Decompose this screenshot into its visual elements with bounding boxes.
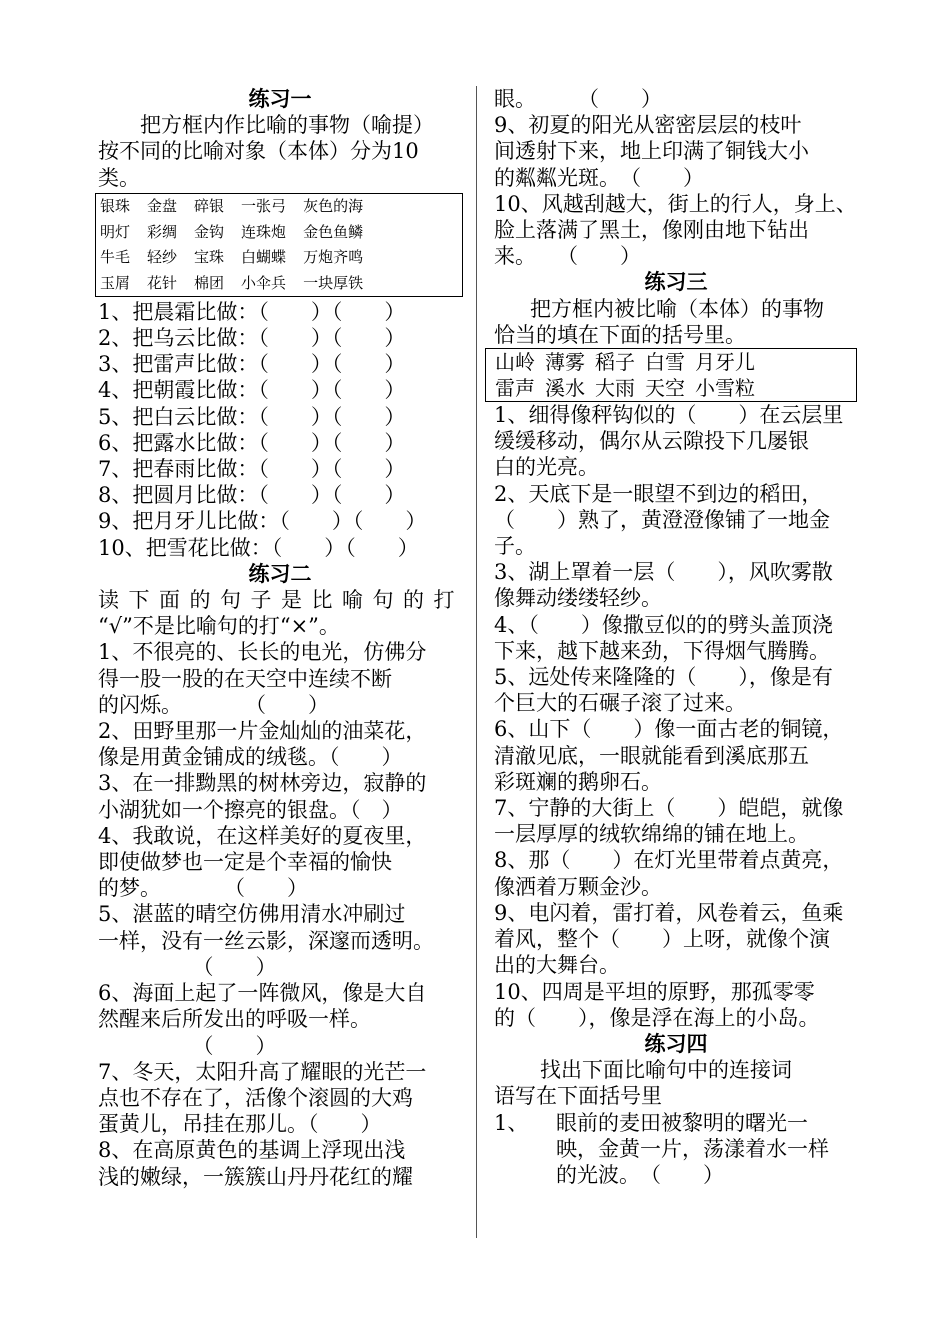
exercise-3-line: 子。 xyxy=(494,534,536,559)
word: 大雨 xyxy=(595,376,635,401)
right-column xyxy=(494,86,858,1188)
left-column xyxy=(98,86,462,1190)
tenor-word-box xyxy=(485,348,857,402)
exercise-1-item: 5、把白云比做：（ ）（ ） xyxy=(98,404,406,429)
word: 银珠 xyxy=(100,197,131,216)
exercise-3-line: 的（ ），像是浮在海上的小岛。 xyxy=(494,1005,820,1030)
exercise-1-intro-line: 按不同的比喻对象（本体）分为10 xyxy=(98,139,419,164)
word: 薄雾 xyxy=(545,350,585,375)
word-box-row xyxy=(100,270,462,296)
exercise-2-line: 的粼粼光斑。 （ ） xyxy=(494,165,704,190)
column-divider xyxy=(476,86,477,1238)
word: 万炮齐鸣 xyxy=(303,248,364,267)
word-box-row xyxy=(100,245,462,271)
exercise-1-item: 7、把春雨比做：（ ）（ ） xyxy=(98,457,406,482)
exercise-1-item: 9、把月牙儿比做：（ ）（ ） xyxy=(98,509,427,534)
exercise-1-item: 1、把晨霜比做：（ ）（ ） xyxy=(98,299,406,324)
word: 天空 xyxy=(645,376,685,401)
exercise-2-line: 一样，没有一丝云影，深邃而透明。 xyxy=(98,928,434,953)
word: 稻子 xyxy=(595,350,635,375)
exercise-1-intro-line: 把方框内作比喻的事物（喻提） xyxy=(140,113,434,138)
exercise-1-intro-line: 类。 xyxy=(98,165,140,190)
word: 金色鱼鳞 xyxy=(303,222,364,241)
exercise-3-line: 9、电闪着，雷打着，风卷着云，鱼乘 xyxy=(494,900,844,925)
exercise-1-title: 练习一 xyxy=(248,87,312,111)
exercise-2-intro-text: 读下面的句子是比喻句的打 xyxy=(98,588,464,613)
exercise-1-item: 8、把圆月比做：（ ）（ ） xyxy=(98,483,406,508)
exercise-1-item: 10、把雪花比做：（ ）（ ） xyxy=(98,535,419,560)
exercise-2-line: 7、冬天，太阳升高了耀眼的光芒一 xyxy=(98,1059,427,1084)
exercise-2-line: 蛋黄儿，吊挂在那儿。（ ） xyxy=(98,1112,382,1137)
exercise-3-line: 5、远处传来隆隆的（ ），像是有 xyxy=(494,665,833,690)
exercise-2-line: 然醒来后所发出的呼吸一样。 xyxy=(98,1007,371,1032)
exercise-2-line: 小湖犹如一个擦亮的银盘。（ ） xyxy=(98,797,403,822)
exercise-4-item-line: 映，金黄一片，荡漾着水一样 xyxy=(556,1136,829,1161)
exercise-2-intro-line xyxy=(98,587,462,613)
exercise-3-line: 10、四周是平坦的原野，那孤零零 xyxy=(494,979,815,1004)
word: 牛毛 xyxy=(100,248,131,267)
exercise-2-intro-line: “√”不是比喻句的打“×”。 xyxy=(98,614,340,639)
word: 白蝴蝶 xyxy=(241,248,287,267)
word: 花针 xyxy=(147,273,178,292)
word: 彩绸 xyxy=(147,222,178,241)
exercise-2-line: 来。 （ ） xyxy=(494,244,641,269)
exercise-3-line: 清澈见底，一眼就能看到溪底那五 xyxy=(494,743,809,768)
exercise-2-line: 的闪烁。 （ ） xyxy=(98,692,329,717)
exercise-3-line: 个巨大的石碾子滚了过来。 xyxy=(494,691,746,716)
exercise-4-item xyxy=(494,1110,858,1189)
word-box-row xyxy=(495,375,856,401)
exercise-2-line: 的梦。 （ ） xyxy=(98,876,308,901)
exercise-2-line: 像是用黄金铺成的绒毯。（ ） xyxy=(98,745,403,770)
exercise-2-line: 得一股一股的在天空中连续不断 xyxy=(98,666,392,691)
word: 玉屑 xyxy=(100,273,131,292)
word: 金钩 xyxy=(194,222,225,241)
word: 溪水 xyxy=(545,376,585,401)
exercise-3-line: 8、那（ ）在灯光里带着点黄亮， xyxy=(494,848,844,873)
exercise-4-item-number: 1、 xyxy=(494,1110,529,1135)
exercise-4-intro-line: 语写在下面括号里 xyxy=(494,1084,662,1109)
exercise-4-intro-line: 找出下面比喻句中的连接词 xyxy=(540,1058,792,1083)
word: 金盘 xyxy=(147,197,178,216)
exercise-2-line: （ ） xyxy=(98,1033,277,1058)
word: 小雪粒 xyxy=(695,376,755,401)
exercise-2-line: 5、湛蓝的晴空仿佛用清水冲刷过 xyxy=(98,902,406,927)
exercise-2-line: 8、在高原黄色的基调上浮现出浅 xyxy=(98,1138,406,1163)
word: 雷声 xyxy=(495,376,535,401)
exercise-3-line: 像舞动缕缕轻纱。 xyxy=(494,586,662,611)
word: 轻纱 xyxy=(147,248,178,267)
vehicle-word-box xyxy=(95,193,463,297)
exercise-4-item-line: 眼前的麦田被黎明的曙光一 xyxy=(556,1110,808,1135)
exercise-2-line: 即使做梦也一定是个幸福的愉快 xyxy=(98,850,392,875)
exercise-4-item-line: 的光波。 （ ） xyxy=(556,1162,724,1187)
exercise-3-title: 练习三 xyxy=(644,270,708,295)
exercise-3-line: 7、宁静的大街上（ ）皑皑，就像 xyxy=(494,796,844,821)
exercise-2-line: 1、不很亮的、长长的电光，仿佛分 xyxy=(98,640,427,665)
exercise-3-line: 1、细得像秤钩似的（ ）在云层里 xyxy=(494,403,844,428)
exercise-3-line: 一层厚厚的绒软绵绵的铺在地上。 xyxy=(494,822,809,847)
exercise-2-line: 4、我敢说，在这样美好的夏夜里， xyxy=(98,823,427,848)
word: 一张弓 xyxy=(241,197,287,216)
exercise-2-line: 眼。 （ ） xyxy=(494,87,662,111)
word: 明灯 xyxy=(100,222,131,241)
exercise-2-line: 3、在一排黝黑的树林旁边，寂静的 xyxy=(98,771,427,796)
word: 月牙儿 xyxy=(695,350,755,375)
exercise-2-line: 10、风越刮越大，街上的行人，身上、 xyxy=(494,191,857,216)
exercise-2-line: 点也不存在了，活像个滚圆的大鸡 xyxy=(98,1085,413,1110)
exercise-4-title: 练习四 xyxy=(644,1031,708,1056)
word: 小伞兵 xyxy=(241,273,287,292)
exercise-3-intro-line: 恰当的填在下面的括号里。 xyxy=(494,322,746,347)
exercise-3-line: 出的大舞台。 xyxy=(494,953,620,978)
exercise-2-line: 6、海面上起了一阵微风，像是大自 xyxy=(98,981,427,1006)
exercise-1-item: 6、把露水比做：（ ）（ ） xyxy=(98,430,406,455)
word-box-row xyxy=(495,349,856,375)
exercise-3-line: 像洒着万颗金沙。 xyxy=(494,874,662,899)
exercise-3-intro-line: 把方框内被比喻（本体）的事物 xyxy=(530,296,824,321)
exercise-3-line: 着风，整个（ ）上呀，就像个演 xyxy=(494,927,830,952)
word: 灰色的海 xyxy=(303,197,364,216)
exercise-2-line: 脸上落满了黑土，像刚由地下钻出 xyxy=(494,218,809,243)
word: 连珠炮 xyxy=(241,222,287,241)
exercise-2-line: （ ） xyxy=(98,954,277,979)
exercise-1-item: 3、把雷声比做：（ ）（ ） xyxy=(98,352,406,377)
exercise-2-line: 2、田野里那一片金灿灿的油菜花， xyxy=(98,719,427,744)
word: 碎银 xyxy=(194,197,225,216)
word: 山岭 xyxy=(495,350,535,375)
exercise-3-line: 彩斑斓的鹅卵石。 xyxy=(494,769,662,794)
exercise-3-line: 2、天底下是一眼望不到边的稻田， xyxy=(494,481,823,506)
word: 棉团 xyxy=(194,273,225,292)
exercise-3-line: 3、湖上罩着一层（ ），风吹雾散 xyxy=(494,560,833,585)
exercise-3-line: 白的光亮。 xyxy=(494,455,599,480)
word: 宝珠 xyxy=(194,248,225,267)
exercise-3-line: 下来，越下越来劲，下得烟气腾腾。 xyxy=(494,638,830,663)
exercise-1-item: 2、把乌云比做：（ ）（ ） xyxy=(98,326,406,351)
exercise-3-line: 4、（ ）像撒豆似的的劈头盖顶浇 xyxy=(494,612,833,637)
exercise-2-line: 间透射下来，地上印满了铜钱大小 xyxy=(494,139,809,164)
exercise-2-line: 9、初夏的阳光从密密层层的枝叶 xyxy=(494,113,802,138)
word-box-row xyxy=(100,219,462,245)
exercise-3-line: 缓缓移动，偶尔从云隙投下几屡银 xyxy=(494,429,809,454)
exercise-3-line: 6、山下（ ）像一面古老的铜镜， xyxy=(494,717,844,742)
word-box-row xyxy=(100,194,462,220)
exercise-2-line: 浅的嫩绿，一簇簇山丹丹花红的耀 xyxy=(98,1164,413,1189)
word: 一块厚铁 xyxy=(303,273,364,292)
exercise-2-title: 练习二 xyxy=(248,561,312,586)
exercise-4-item-body xyxy=(556,1110,829,1189)
word: 白雪 xyxy=(645,350,685,375)
exercise-1-item: 4、把朝霞比做：（ ）（ ） xyxy=(98,378,406,403)
exercise-3-line: （ ）熟了，黄澄澄像铺了一地金 xyxy=(494,507,830,532)
